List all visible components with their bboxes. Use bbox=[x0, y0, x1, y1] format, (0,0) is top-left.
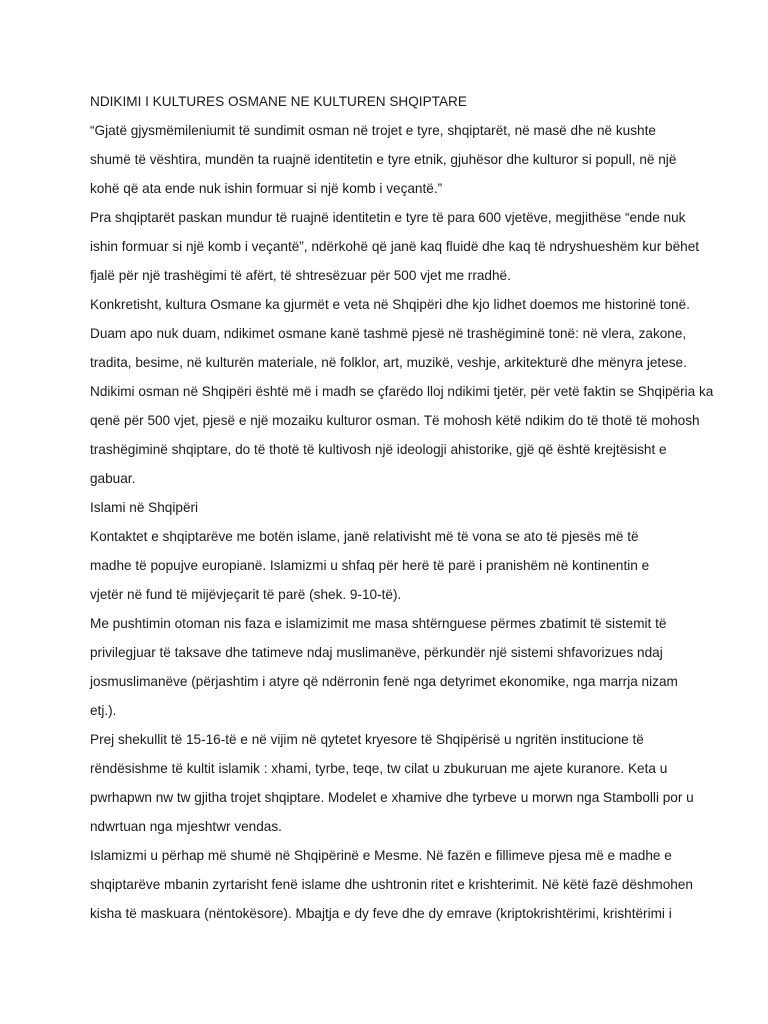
paragraph-line: gabuar. bbox=[90, 471, 136, 486]
document-title: NDIKIMI I KULTURES OSMANE NE KULTUREN SHQIPTARE bbox=[90, 94, 467, 109]
paragraph-line: rëndësishme të kultit islamik : xhami, tyrbe, teqe, tw cilat u zbukuruan me ajete kuranore. Keta u bbox=[90, 761, 668, 776]
paragraph-line: shumë të vështira, mundën ta ruajnë identitetin e tyre etnik, gjuhësor dhe kulturor si popull, në një bbox=[90, 152, 677, 167]
paragraph-line: madhe të popujve europianë. Islamizmi u shfaq për herë të parë i pranishëm në kontinentin e bbox=[90, 558, 650, 573]
paragraph-line: Me pushtimin otoman nis faza e islamizimit me masa shtërnguese përmes zbatimit të sistemit të bbox=[90, 616, 667, 631]
paragraph-line: trashëgiminë shqiptare, do të thotë të kultivosh një ideologji ahistorike, gjë që është krejtësisht e bbox=[90, 442, 667, 457]
paragraph-line: pwrhapwn nw tw gjitha trojet shqiptare. Modelet e xhamive dhe tyrbeve u morwn nga Stambolli por u bbox=[90, 790, 694, 805]
paragraph-line: etj.). bbox=[90, 703, 117, 718]
paragraph-line: kisha të maskuara (nëntokësore). Mbajtja e dy feve dhe dy emrave (kriptokrishtërimi, krishtërimi i bbox=[90, 906, 672, 921]
paragraph-line: Prej shekullit të 15-16-të e në vijim në qytetet kryesore të Shqipërisë u ngritën institucione të bbox=[90, 732, 644, 747]
paragraph-line: josmuslimanëve (përjashtim i atyre që ndërronin fenë nga detyrimet ekonomike, nga marrja nizam bbox=[90, 674, 678, 689]
paragraph-line: qenë për 500 vjet, pjesë e një mozaiku kulturor osman. Të mohosh këtë ndikim do të thotë të mohosh bbox=[90, 413, 700, 428]
paragraph-line: “Gjatë gjysmëmileniumit të sundimit osman në trojet e tyre, shqiptarët, në masë dhe në kushte bbox=[90, 123, 656, 138]
paragraph-line: tradita, besime, në kulturën materiale, në folklor, art, muzikë, veshje, arkitekturë dhe mënyra jetese. bbox=[90, 355, 687, 370]
paragraph-line: shqiptarëve mbanin zyrtarisht fenë islame dhe ushtronin ritet e krishterimit. Në këtë fazë dëshmohen bbox=[90, 877, 693, 892]
paragraph-line: fjalë për një trashëgimi të afërt, të shtresëzuar për 500 vjet me rradhë. bbox=[90, 268, 511, 283]
paragraph-line: Islamizmi u përhap më shumë në Shqipërinë e Mesme. Në fazën e fillimeve pjesa më e madhe e bbox=[90, 848, 672, 863]
paragraph-line: Pra shqiptarët paskan mundur të ruajnë identitetin e tyre të para 600 vjetëve, megjithëse “ende nuk bbox=[90, 210, 686, 225]
paragraph-line: ishin formuar si një komb i veçantë”, ndërkohë që janë kaq fluidë dhe kaq të ndryshueshëm kur bëhet bbox=[90, 239, 700, 254]
paragraph-line: Duam apo nuk duam, ndikimet osmane kanë tashmë pjesë në trashëgiminë tonë: në vlera, zakone, bbox=[90, 326, 687, 341]
paragraph-line: Ndikimi osman në Shqipëri është më i madh se çfarëdo lloj ndikimi tjetër, për vetë faktin se Shqipëria ka bbox=[90, 384, 714, 399]
paragraph-line: kohë që ata ende nuk ishin formuar si një komb i veçantë.” bbox=[90, 181, 443, 196]
paragraph-line: ndwrtuan nga mjeshtwr vendas. bbox=[90, 819, 282, 834]
section-heading: Islami në Shqipëri bbox=[90, 500, 199, 515]
paragraph-line: vjetër në fund të mijëvjeçarit të parë (shek. 9-10-të). bbox=[90, 587, 402, 602]
paragraph-line: privilegjuar të taksave dhe tatimeve ndaj muslimanëve, përkundër një sistemi shfavorizues ndaj bbox=[90, 645, 663, 660]
paragraph-line: Konkretisht, kultura Osmane ka gjurmët e veta në Shqipëri dhe kjo lidhet doemos me historinë tonë. bbox=[90, 297, 690, 312]
paragraph-line: Kontaktet e shqiptarëve me botën islame, janë relativisht më të vona se ato të pjesës më të bbox=[90, 529, 639, 544]
